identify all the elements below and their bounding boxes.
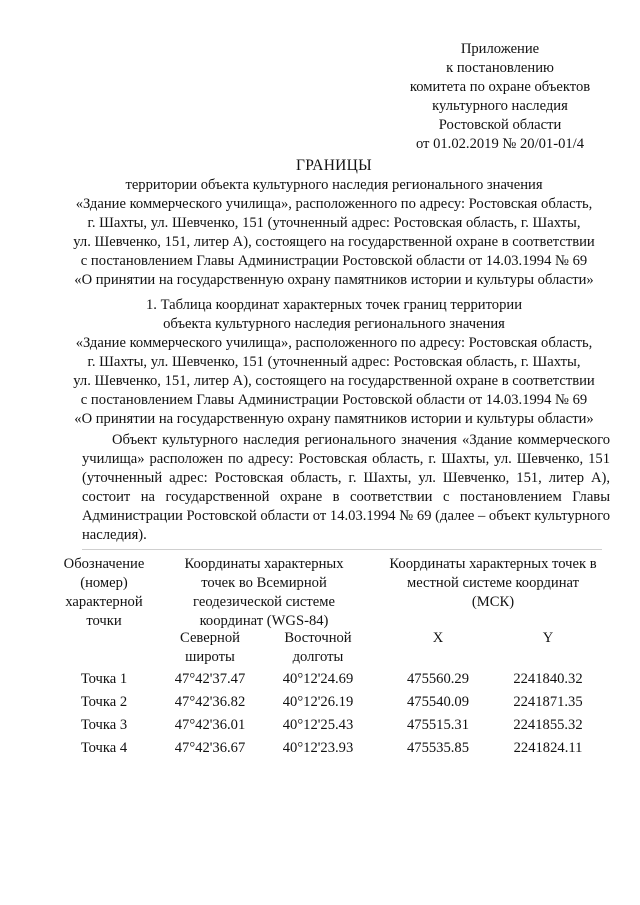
appendix-line: к постановлению — [446, 60, 554, 76]
subheader-x: X — [432, 630, 444, 646]
subheader-line: Северной — [180, 630, 240, 646]
header-wgs84 — [164, 555, 364, 631]
subheader-line: широты — [185, 649, 235, 665]
document-title: ГРАНИЦЫ — [296, 157, 372, 174]
subtitle-line: г. Шахты, ул. Шевченко, 151 (уточненный адрес: Ростовская область, г. Шахты, — [87, 215, 581, 231]
table-cell-point: Точка 4 — [80, 740, 128, 756]
table-cell-point: Точка 3 — [80, 717, 128, 733]
appendix-line: от 01.02.2019 № 20/01-01/4 — [415, 136, 585, 152]
table-cell-latitude: 47°42'37.47 — [174, 671, 246, 687]
subheader-line: Восточной — [284, 630, 352, 646]
header-line: Обозначение — [63, 556, 145, 572]
section-line: с постановлением Главы Администрации Ростовской области от 14.03.1994 № 69 — [80, 392, 588, 408]
table-cell-latitude: 47°42'36.01 — [174, 717, 246, 733]
subheader-line: долготы — [292, 649, 344, 665]
header-line: Координаты характерных точек в — [389, 556, 597, 572]
table-cell-y: 2241871.35 — [513, 694, 583, 710]
section-line: «О принятии на государственную охрану памятников истории и культуры области» — [74, 411, 594, 427]
header-msk — [380, 555, 606, 612]
table-cell-latitude: 47°42'36.67 — [174, 740, 246, 756]
table-cell-y: 2241840.32 — [513, 671, 583, 687]
table-cell-x: 475515.31 — [406, 717, 470, 733]
paragraph-line: состоит на государственной охране в соответствии с постановлением Главы — [82, 489, 610, 505]
section-line: «Здание коммерческого училища», расположенного по адресу: Ростовская область, — [75, 335, 593, 351]
appendix-line: Ростовской области — [438, 117, 562, 133]
paragraph-line: Объект культурного наследия регионального значения «Здание коммерческого — [112, 432, 610, 448]
section-line: 1. Таблица координат характерных точек границ территории — [145, 297, 523, 313]
table-cell-point: Точка 2 — [80, 694, 128, 710]
subtitle-line: «Здание коммерческого училища», расположенного по адресу: Ростовская область, — [75, 196, 593, 212]
section-heading — [0, 296, 640, 429]
subheader-longitude — [268, 629, 368, 667]
header-line: точки — [86, 613, 122, 629]
header-line: точек во Всемирной — [201, 575, 327, 591]
header-line: (МСК) — [471, 594, 515, 610]
header-line: местной системе координат — [406, 575, 580, 591]
table-cell-longitude: 40°12'25.43 — [282, 717, 354, 733]
table-cell-longitude: 40°12'26.19 — [282, 694, 354, 710]
appendix-block — [380, 40, 620, 154]
subtitle-line: с постановлением Главы Администрации Ростовской области от 14.03.1994 № 69 — [80, 253, 588, 269]
subheader-y: Y — [542, 630, 554, 646]
table-cell-y: 2241855.32 — [513, 717, 583, 733]
header-line: Координаты характерных — [184, 556, 344, 572]
header-designation — [54, 555, 154, 631]
section-line: г. Шахты, ул. Шевченко, 151 (уточненный адрес: Ростовская область, г. Шахты, — [87, 354, 581, 370]
table-cell-latitude: 47°42'36.82 — [174, 694, 246, 710]
table-cell-y: 2241824.11 — [513, 740, 583, 756]
table-cell-longitude: 40°12'23.93 — [282, 740, 354, 756]
subtitle-line: «О принятии на государственную охрану памятников истории и культуры области» — [74, 272, 594, 288]
subtitle-line: ул. Шевченко, 151, литер А), состоящего на государственной охране в соответствии — [73, 234, 595, 250]
header-line: геодезической системе — [193, 594, 335, 610]
paragraph-line: училища» расположен по адресу: Ростовская область, г. Шахты, ул. Шевченко, 151 — [82, 451, 610, 467]
subtitle-line: территории объекта культурного наследия регионального значения — [125, 177, 543, 193]
header-line: (номер) — [80, 575, 128, 591]
section-line: ул. Шевченко, 151, литер А), состоящего на государственной охране в соответствии — [73, 373, 595, 389]
subheader-latitude — [160, 629, 260, 667]
header-line: характерной — [65, 594, 143, 610]
section-line: объекта культурного наследия регионального значения — [163, 316, 505, 332]
table-cell-point: Точка 1 — [80, 671, 128, 687]
body-paragraph — [82, 431, 610, 545]
paragraph-line: Администрации Ростовской области от 14.03.1994 № 69 (далее – объект культурного — [82, 508, 610, 524]
table-cell-x: 475535.85 — [406, 740, 470, 756]
paragraph-line: наследия). — [82, 527, 147, 543]
paragraph-line: (уточненный адрес: Ростовская область, г. Шахты, ул. Шевченко, 151, литер А), — [82, 470, 610, 486]
header-line: координат (WGS-84) — [199, 613, 329, 629]
table-cell-longitude: 40°12'24.69 — [282, 671, 354, 687]
appendix-line: комитета по охране объектов — [409, 79, 591, 95]
table-cell-x: 475560.29 — [406, 671, 470, 687]
appendix-line: Приложение — [460, 41, 540, 57]
table-top-rule — [82, 549, 602, 550]
document-subtitle — [0, 176, 640, 290]
table-cell-x: 475540.09 — [406, 694, 470, 710]
appendix-line: культурного наследия — [432, 98, 568, 114]
